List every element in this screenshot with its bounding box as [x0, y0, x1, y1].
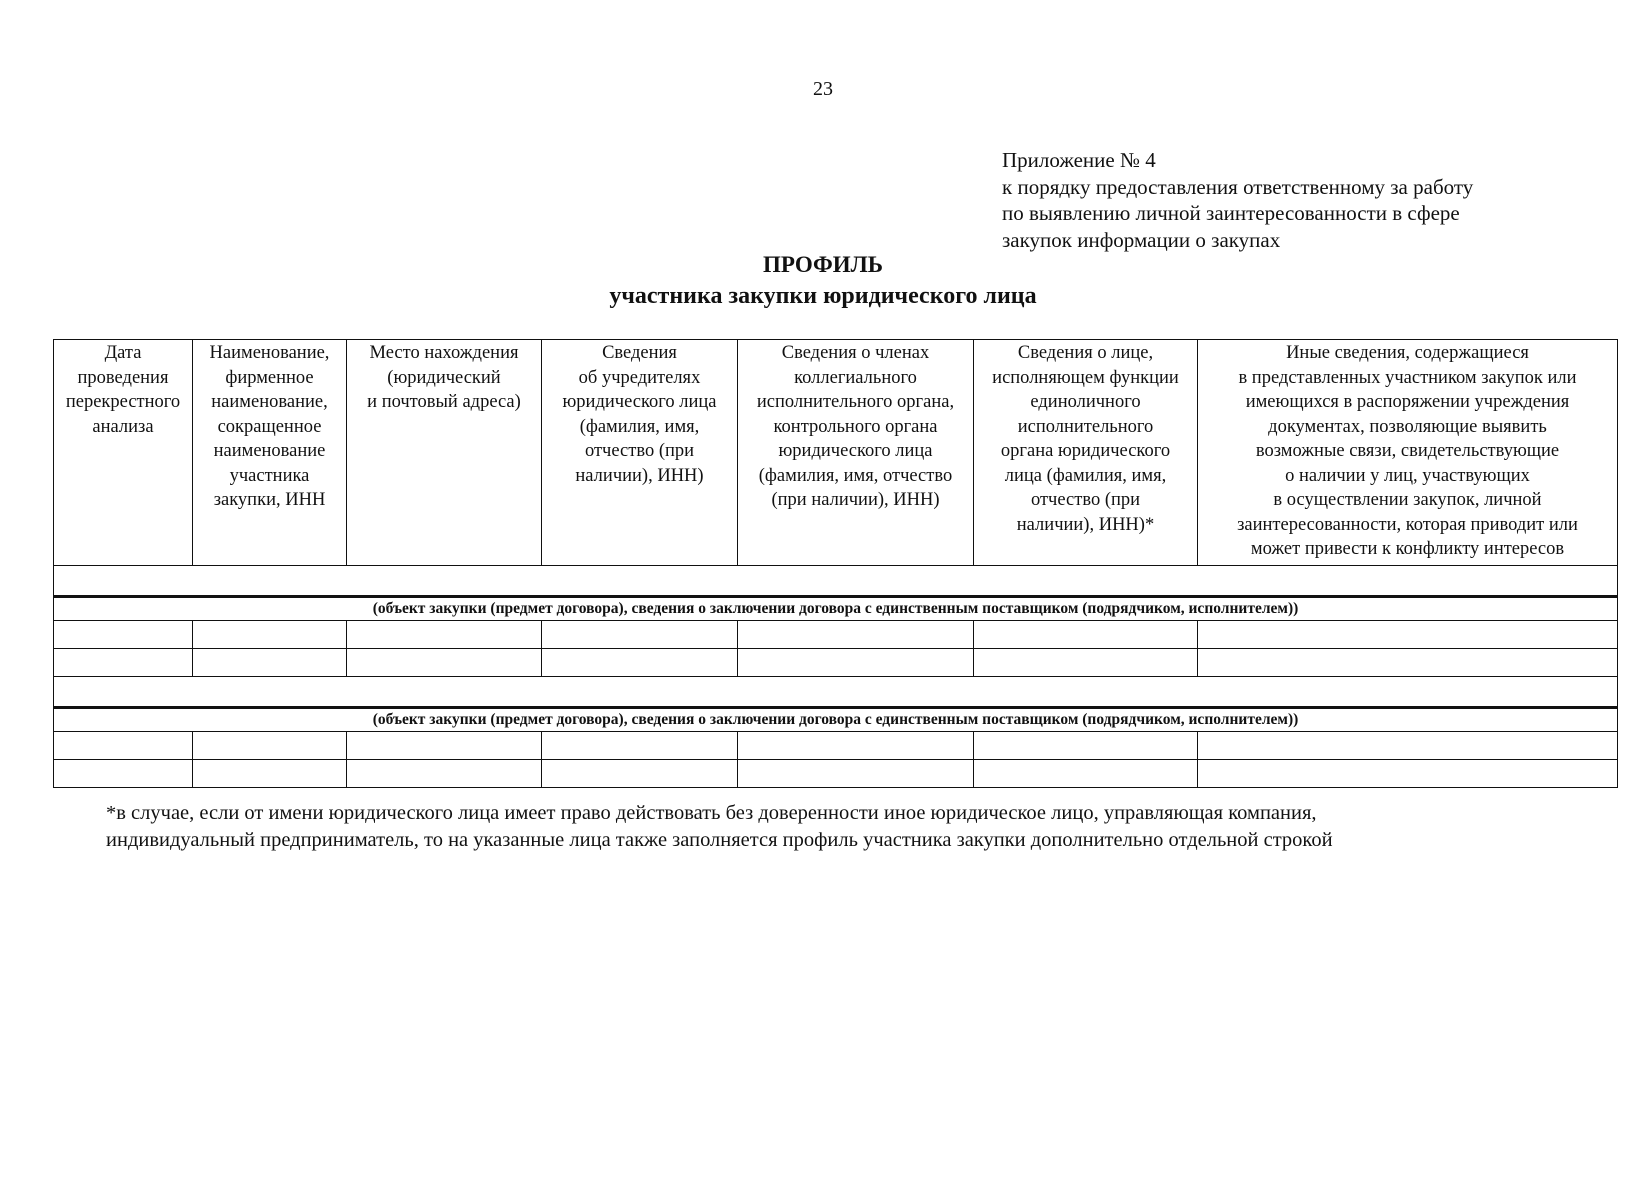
header-line: закупки, ИНН: [213, 490, 326, 510]
table-cell: [347, 649, 542, 677]
table-cell: [54, 760, 193, 788]
appendix-line: к порядку предоставления ответственному за работу: [1002, 174, 1474, 199]
table-cell: [54, 732, 193, 760]
section-note-row: [54, 708, 1618, 732]
table-cell: [738, 649, 974, 677]
header-line: исполняющем функции: [992, 367, 1179, 388]
header-line: (фамилия, имя, отчество: [758, 465, 953, 486]
table-cell: [974, 621, 1198, 649]
document-title: ПРОФИЛЬ: [763, 252, 883, 277]
appendix-reference: [1002, 147, 1622, 253]
section-blank-cell: [54, 677, 1618, 708]
table-row: [54, 760, 1618, 788]
header-line: перекрестного: [65, 392, 181, 412]
table-cell: [974, 760, 1198, 788]
table-cell: [542, 649, 738, 677]
header-line: может привести к конфликту интересов: [1250, 539, 1565, 559]
table-cell: [193, 732, 347, 760]
section-blank-row: [54, 566, 1618, 597]
header-line: Сведения: [602, 343, 677, 363]
table-cell: [54, 649, 193, 677]
page-number: 23: [813, 78, 833, 100]
table-row: [54, 732, 1618, 760]
table-cell: [193, 760, 347, 788]
table-row: [54, 621, 1618, 649]
column-header-location: [347, 340, 542, 566]
profile-table: [53, 339, 1618, 788]
table-cell: [542, 760, 738, 788]
header-line: анализа: [92, 416, 154, 437]
appendix-line: закупок информации о закупах: [1002, 227, 1281, 252]
header-line: исполнительного органа,: [756, 392, 955, 412]
header-line: возможные связи, свидетельствующие: [1255, 441, 1560, 461]
table-cell: [1198, 760, 1618, 788]
table-cell: [1198, 621, 1618, 649]
header-line: наличии), ИНН): [575, 465, 704, 486]
table-cell: [542, 621, 738, 649]
header-line: об учредителях: [578, 367, 701, 388]
table-cell: [193, 621, 347, 649]
header-line: контрольного органа: [773, 416, 938, 437]
table-cell: [974, 732, 1198, 760]
header-line: в представленных участником закупок или: [1238, 367, 1577, 388]
column-header-other-info: [1198, 340, 1618, 566]
table-cell: [347, 760, 542, 788]
header-line: заинтересованности, которая приводит или: [1237, 514, 1578, 535]
header-line: юридического лица: [778, 441, 933, 461]
table-cell: [542, 732, 738, 760]
footnote-line: индивидуальный предприниматель, то на указанные лица также заполняется профиль участника закупки дополнительно отдельной строкой: [106, 829, 1333, 851]
table-cell: [738, 760, 974, 788]
header-line: и почтовый адреса): [367, 392, 521, 412]
table-cell: [347, 621, 542, 649]
header-line: исполнительного: [1017, 416, 1154, 437]
header-line: наличии), ИНН)*: [1016, 514, 1155, 535]
appendix-line: по выявлению личной заинтересованности в сфере: [1002, 201, 1460, 225]
header-line: единоличного: [1030, 392, 1141, 412]
header-line: сокращенное: [217, 416, 322, 437]
header-line: документах, позволяющие выявить: [1268, 416, 1547, 437]
column-header-board-members: [738, 340, 974, 566]
header-line: Сведения о лице,: [1017, 343, 1154, 363]
table-cell: [738, 621, 974, 649]
header-line: (юридический: [387, 367, 501, 388]
header-line: отчество (при: [584, 441, 695, 461]
header-line: коллегиального: [794, 367, 917, 388]
header-line: юридического лица: [562, 392, 717, 412]
column-header-sole-executive: [974, 340, 1198, 566]
header-line: наименование,: [211, 392, 328, 412]
header-line: проведения: [77, 367, 169, 388]
header-line: Наименование,: [209, 343, 330, 363]
header-line: о наличии у лиц, участвующих: [1285, 465, 1530, 486]
document-subtitle: участника закупки юридического лица: [609, 283, 1037, 309]
column-header-date: [54, 340, 193, 566]
column-header-founders: [542, 340, 738, 566]
section-note: (объект закупки (предмет договора), сведения о заключении договора с единственным поставщиком (подрядчиком, исполнителем)): [54, 597, 1618, 621]
header-line: фирменное: [225, 367, 314, 388]
table-cell: [738, 732, 974, 760]
header-line: Иные сведения, содержащиеся: [1286, 343, 1529, 363]
header-line: Место нахождения: [369, 343, 519, 363]
appendix-line: Приложение № 4: [1002, 148, 1156, 172]
table-cell: [54, 621, 193, 649]
section-note-row: [54, 597, 1618, 621]
header-line: органа юридического: [1000, 441, 1171, 461]
header-line: (при наличии), ИНН): [771, 490, 940, 510]
table-header-row: [54, 340, 1618, 566]
table-cell: [1198, 649, 1618, 677]
header-line: отчество (при: [1030, 490, 1141, 510]
footnote-line: *в случае, если от имени юридического лица имеет право действовать без доверенности иное юридическое лицо, управляющая компания,: [106, 802, 1317, 824]
table-cell: [974, 649, 1198, 677]
header-line: наименование: [213, 441, 326, 461]
header-line: (фамилия, имя,: [579, 416, 700, 437]
header-line: в осуществлении закупок, личной: [1273, 490, 1542, 510]
table-cell: [1198, 732, 1618, 760]
header-line: участника: [229, 465, 310, 486]
column-header-name: [193, 340, 347, 566]
header-line: лица (фамилия, имя,: [1004, 465, 1167, 486]
header-line: Дата: [104, 343, 142, 363]
header-line: имеющихся в распоряжении учреждения: [1245, 392, 1570, 412]
section-note: (объект закупки (предмет договора), сведения о заключении договора с единственным поставщиком (подрядчиком, исполнителем)): [54, 708, 1618, 732]
footnote: [106, 800, 1333, 854]
table-cell: [193, 649, 347, 677]
section-blank-row: [54, 677, 1618, 708]
section-blank-cell: [54, 566, 1618, 597]
table-cell: [347, 732, 542, 760]
header-line: Сведения о членах: [781, 343, 930, 363]
table-row: [54, 649, 1618, 677]
